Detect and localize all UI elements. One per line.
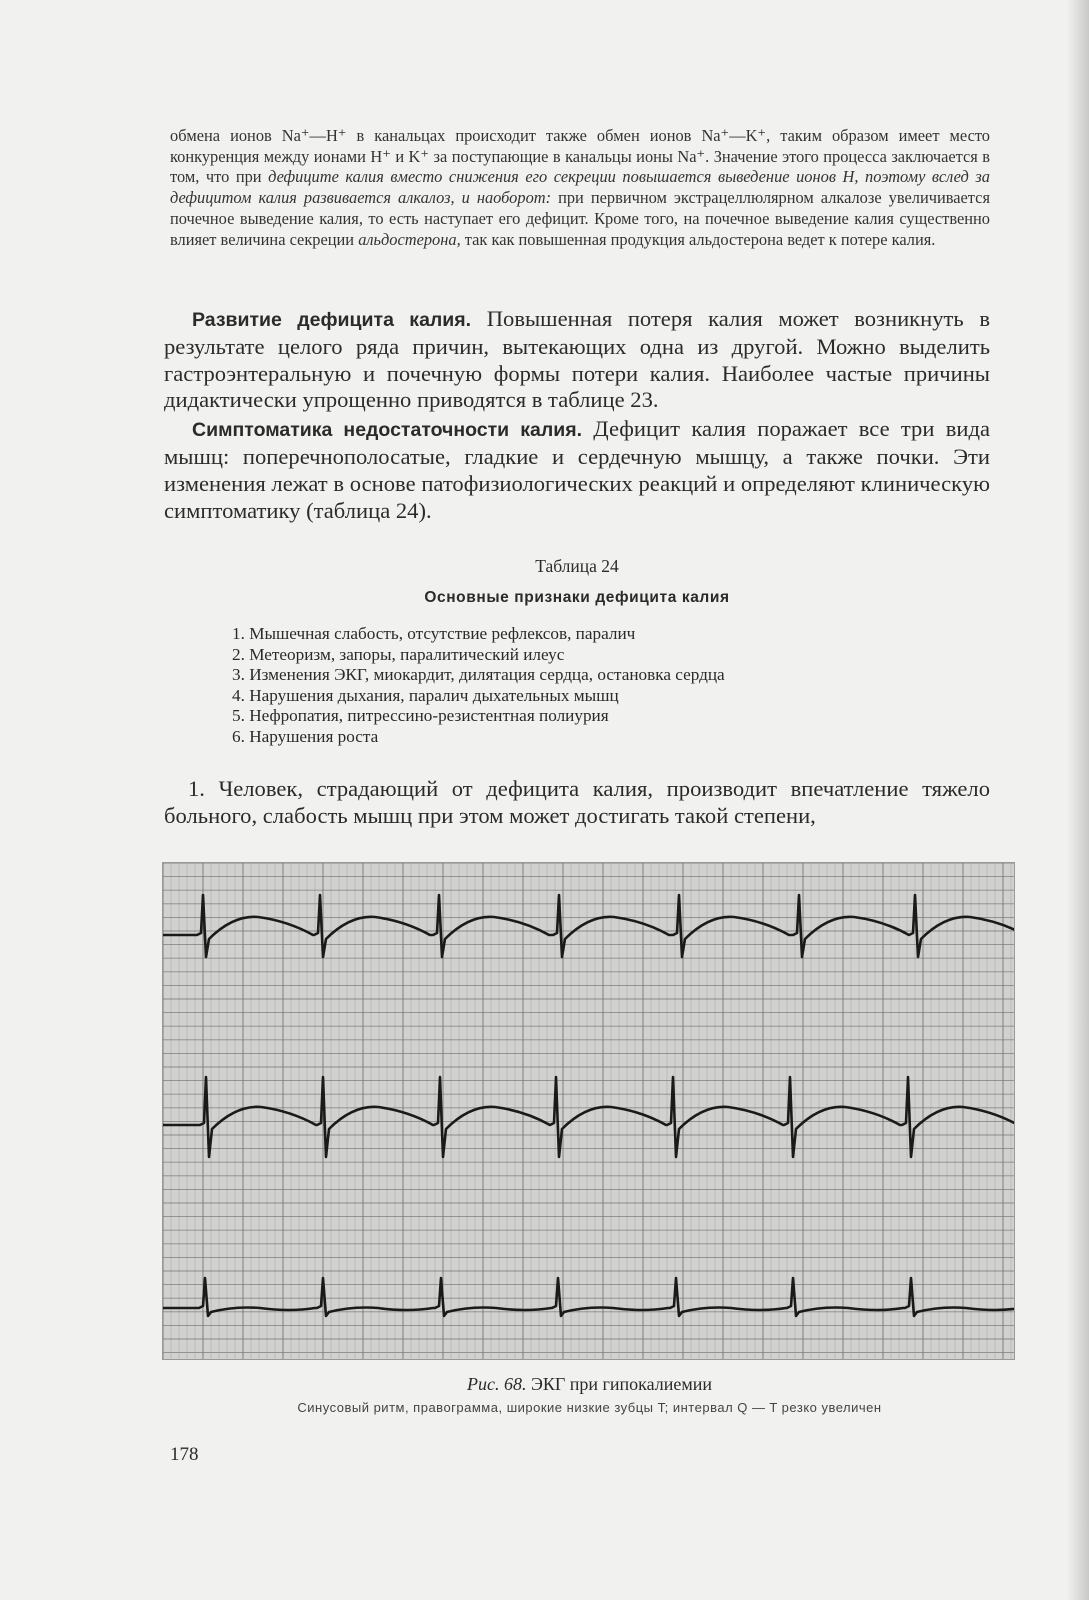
ecg-trace-lead-1: [163, 895, 1014, 957]
list-item: 5. Нефропатия, питрессино-резистентная полиурия: [232, 706, 609, 726]
intro-text-1: обмена ионов Na⁺—H⁺ в канальцах происходит также обмен ионов Na⁺—K⁺, таким образом имеет место конкуренция между ионами H⁺ и K⁺ за поступающие в канальцы ионы Na⁺. Значение этого процесса заключается в том, что при: [170, 126, 990, 187]
list-item: 1. Мышечная слабость, отсутствие рефлексов, паралич: [232, 624, 636, 643]
figure-subtitle: Синусовый ритм, правограмма, широкие низкие зубцы T; интервал Q — T резко увеличен: [297, 1400, 882, 1415]
section-symptoms: [164, 416, 990, 524]
ecg-image: [163, 863, 1014, 1359]
page-number: 178: [170, 1444, 199, 1465]
table-list: [232, 624, 725, 748]
intro-text-3: так как повышенная продукция альдостерона ведет к потере калия.: [460, 229, 936, 249]
figure-label: Рис. 68.: [466, 1374, 527, 1394]
list-item: 4. Нарушения дыхания, паралич дыхательных мышц: [232, 685, 619, 705]
ecg-trace-lead-2: [163, 1077, 1014, 1157]
list-item: 3. Изменения ЭКГ, миокардит, дилятация сердца, остановка сердца: [232, 665, 725, 685]
main-text: [164, 306, 990, 524]
section-symptoms-text: Дефицит калия поражает все три вида мышц: поперечнополосатые, гладкие и сердечную мышцу, а также почки. Эти изменения лежат в основе патофизиологических реакций и определяют клиническую симптоматику (таблица 24).: [164, 416, 990, 523]
figure-caption: [164, 1374, 1015, 1395]
paragraph-2: [164, 776, 990, 830]
ecg-trace-lead-3: [163, 1278, 1014, 1316]
section-symptoms-heading: Симптоматика недостаточности калия.: [192, 419, 582, 442]
table-caption: Таблица 24: [535, 556, 619, 576]
intro-text: [170, 126, 990, 250]
page-edge: [1067, 0, 1089, 1600]
intro-paragraph: [170, 126, 990, 250]
list-item: 2. Метеоризм, запоры, паралитический илеус: [232, 644, 565, 664]
section-development: [164, 306, 990, 414]
section-development-text: Повышенная потеря калия может возникнуть в результате целого ряда причин, вытекающих одна из другой. Можно выделить гастроэнтеральную и почечную формы потери калия. Наиболее частые причины дидактически упрощенно приводятся в таблице 23.: [164, 306, 990, 413]
table-title: Основные признаки дефицита калия: [424, 589, 730, 606]
section-development-heading: Развитие дефицита калия.: [192, 309, 472, 331]
intro-text-2: при первичном экстрацеллюлярном алкалозе увеличивается почечное выведение калия, то есть наступает его дефицит. Кроме того, на почечное выведение калия существенно влияет величина секреции: [170, 188, 990, 249]
intro-italic-2: альдостерона,: [358, 229, 461, 249]
figure-title: ЭКГ при гипокалиемии: [526, 1374, 713, 1394]
intro-italic-1: дефиците калия вместо снижения его секреции повышается выведение ионов H, поэтому вслед за дефицитом калия развивается алкалоз, и наоборот:: [170, 167, 990, 208]
paragraph-2-text: 1. Человек, страдающий от дефицита калия, производит впечатление тяжело больного, слабость мышц при этом может достигать такой степени,: [164, 776, 990, 828]
ecg-figure: [162, 862, 1015, 1360]
list-item: 6. Нарушения роста: [232, 726, 379, 746]
